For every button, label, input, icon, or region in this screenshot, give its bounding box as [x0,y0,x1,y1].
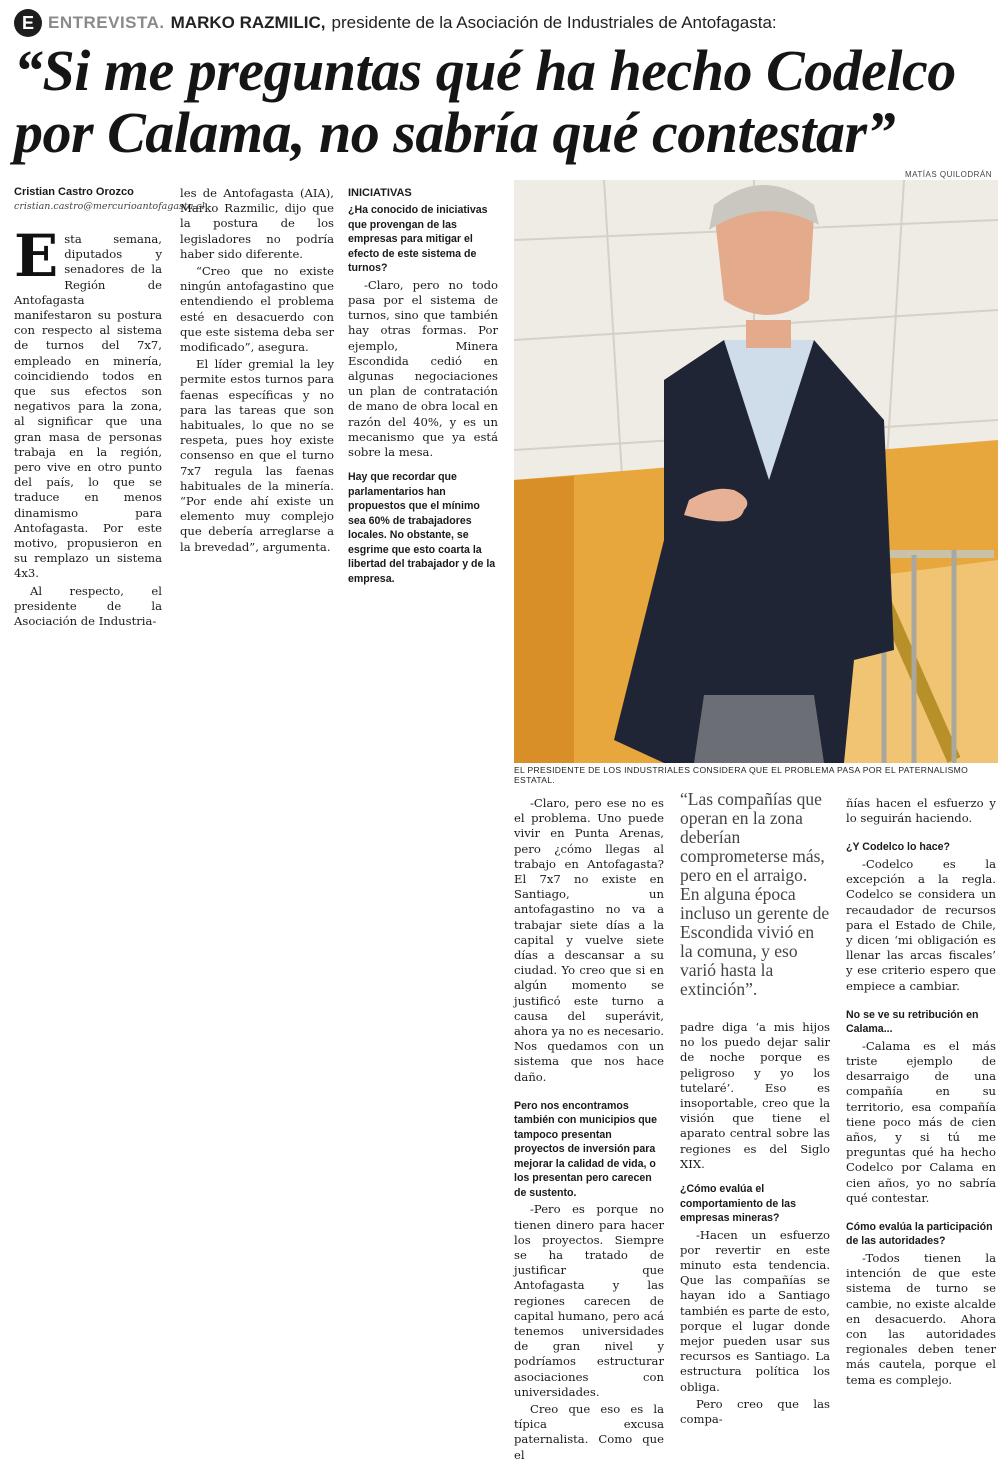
paragraph: les de Antofagasta (AIA), Marko Razmilic, dijo que la postura de los legisladores no podría haber sido diferente. [180,186,334,261]
photo-credit: MATÍAS QUILODRÁN [905,170,992,179]
answer: -Codelco es la excepción a la regla. Codelco se considera un recaudador de recursos para el Estado de Chile, y dicen ‘mi obligación es llenar las arcas fiscales’ y ese criterio espero que empiece a cambiar. [846,856,996,993]
article-column-1 [14,222,162,631]
article-column-4 [514,796,664,1465]
pull-quote: “Las compañías que operan en la zona deberían comprometerse más, pero en el arraigo. En alguna época incluso un gerente de Escondida vivió en la comuna, y eso varió hasta la extinción”. [680,789,830,999]
photo-caption: EL PRESIDENTE DE LOS INDUSTRIALES CONSIDERA QUE EL PROBLEMA PASA POR EL PATERNALISMO ESTATAL. [514,765,969,785]
author-name: Cristian Castro Orozco [14,186,134,198]
answer: Pero creo que las compa- [680,1396,830,1426]
question: ¿Y Codelco lo hace? [846,841,950,854]
question: ¿Cómo evalúa el comportamiento de las empresas mineras? [680,1183,796,1225]
lead-paragraph: Esta semana, diputados y senadores de la Región de Antofagasta manifestaron su postura con respecto al sistema de turnos del 7x7, empleado en minería, coincidiendo todos en que sus efectos son negativos para la zona, al significar que una gran masa de personas trabaja en la región, pero vive en otro punto del país, lo que se traduce en menos dinamismo para Antofagasta. Por este motivo, propusieron en su remplazo un sistema 4x3. [14,222,162,581]
portrait-photo [514,180,998,763]
answer: ñías hacen el esfuerzo y lo seguirán haciendo. [846,796,996,826]
answer: -Todos tienen la intención de que este sistema de turno se cambie, no existe alcalde en desacuerdo. Ahora con las autoridades regionales deben tener más cautela, porque el tema es complejo. [846,1250,996,1387]
article-column-6 [846,796,996,1390]
article-column-2 [180,186,334,557]
article-column-3 [348,186,498,588]
paragraph: “Creo que no existe ningún antofagastino que entendiendo el problema esté en desacuerdo con que este sistema deba ser modificado”, asegura. [180,264,334,355]
answer: Creo que eso es la típica excusa paternalista. Como que el [514,1402,664,1462]
section-badge: E [14,9,42,37]
section-label: ENTREVISTA. [48,13,165,32]
headline: “Si me preguntas qué ha hecho Codelco por Calama, no sabría qué contestar” [14,38,956,165]
answer: -Claro, pero ese no es el problema. Uno puede vivir en Punta Arenas, pero ¿cómo llegas al trabajo en Antofagasta? El 7x7 no existe en Santiago, un antofagastino no va a trabajar siete días a la capital y vuelve siete días a descansar a su ciudad. Yo creo que si en algún momento se justificó este turno a causa del superávit, ahora ya no es necesario. Nos quedamos con un sistema que nos hace daño. [514,796,664,1084]
answer: -Pero es porque no tienen dinero para hacer los proyectos. Siempre se ha tratado de justificar que Antofagasta y las regiones carecen de capital humano, pero acá tenemos universidades de gran nivel y podríamos estructurar asociaciones con universidades. [514,1202,664,1399]
portrait-illustration [514,180,998,763]
drop-cap: E [14,222,59,290]
kicker [14,8,994,38]
question: Cómo evalúa la participación de las autoridades? [846,1220,993,1248]
paragraph: Al respecto, el presidente de la Asociación de Industria- [14,583,162,629]
question: No se ve su retribución en Calama... [846,1008,979,1036]
interviewee-name: MARKO RAZMILIC, [170,13,326,32]
interviewee-role: presidente de la Asociación de Industriales de Antofagasta: [331,13,777,32]
author-email[interactable]: cristian.castro@mercurioantofagasta.cl [14,201,205,212]
section-heading: INICIATIVAS [348,187,412,199]
answer: -Calama es el más triste ejemplo de desarraigo de una compañía en su territorio, esa compañía tiene poco más de cien años, y si tú me preguntas qué ha hecho Codelco por Calama en cien años, yo no sabría qué contestar. [846,1038,996,1205]
byline [14,186,205,212]
question: Hay que recordar que parlamentarios han propuestos que el mínimo sea 60% de trabajadores locales. No obstante, se esgrime que esto coarta la libertad del trabajador y de la empresa. [348,471,496,585]
question: ¿Ha conocido de iniciativas que provengan de las empresas para mitigar el efecto de este sistema de turnos? [348,204,488,275]
answer: -Claro, pero no todo pasa por el sistema de turnos, sino que también hay otras formas. Por ejemplo, Minera Escondida cedió en algunas negociaciones un plan de contratación de mano de obra local en razón del 40%, y es un mecanismo que ya está sobre la mesa. [348,277,498,459]
answer: padre diga ‘a mis hijos no los puedo dejar salir de noche porque es peligroso y yo los tutelaré’. Eso es insoportable, creo que la visión que tiene el aparato central sobre las regiones es del Siglo XIX. [680,1020,830,1171]
question: Pero nos encontramos también con municipios que tampoco presentan proyectos de inversión para mejorar la calidad de vida, o los presentan pero carecen de sustento. [514,1099,658,1199]
paragraph: El líder gremial la ley permite estos turnos para faenas específicas y no para las tareas que son habituales, lo que no se respeta, pues hoy existe consenso en que el turno 7x7 regula las faenas habituales de la minería. “Por ende ahí existe un elemento muy complejo que debería arreglarse a la brevedad”, argumenta. [180,357,334,554]
answer: -Hacen un esfuerzo por revertir en este minuto esta tendencia. Que las compañías se hayan ido a Santiago también es parte de esto, porque el lugar donde mejor pueden usar sus recursos es Santiago. La estructura política los obliga. [680,1227,830,1394]
article-column-5 [680,1020,830,1429]
